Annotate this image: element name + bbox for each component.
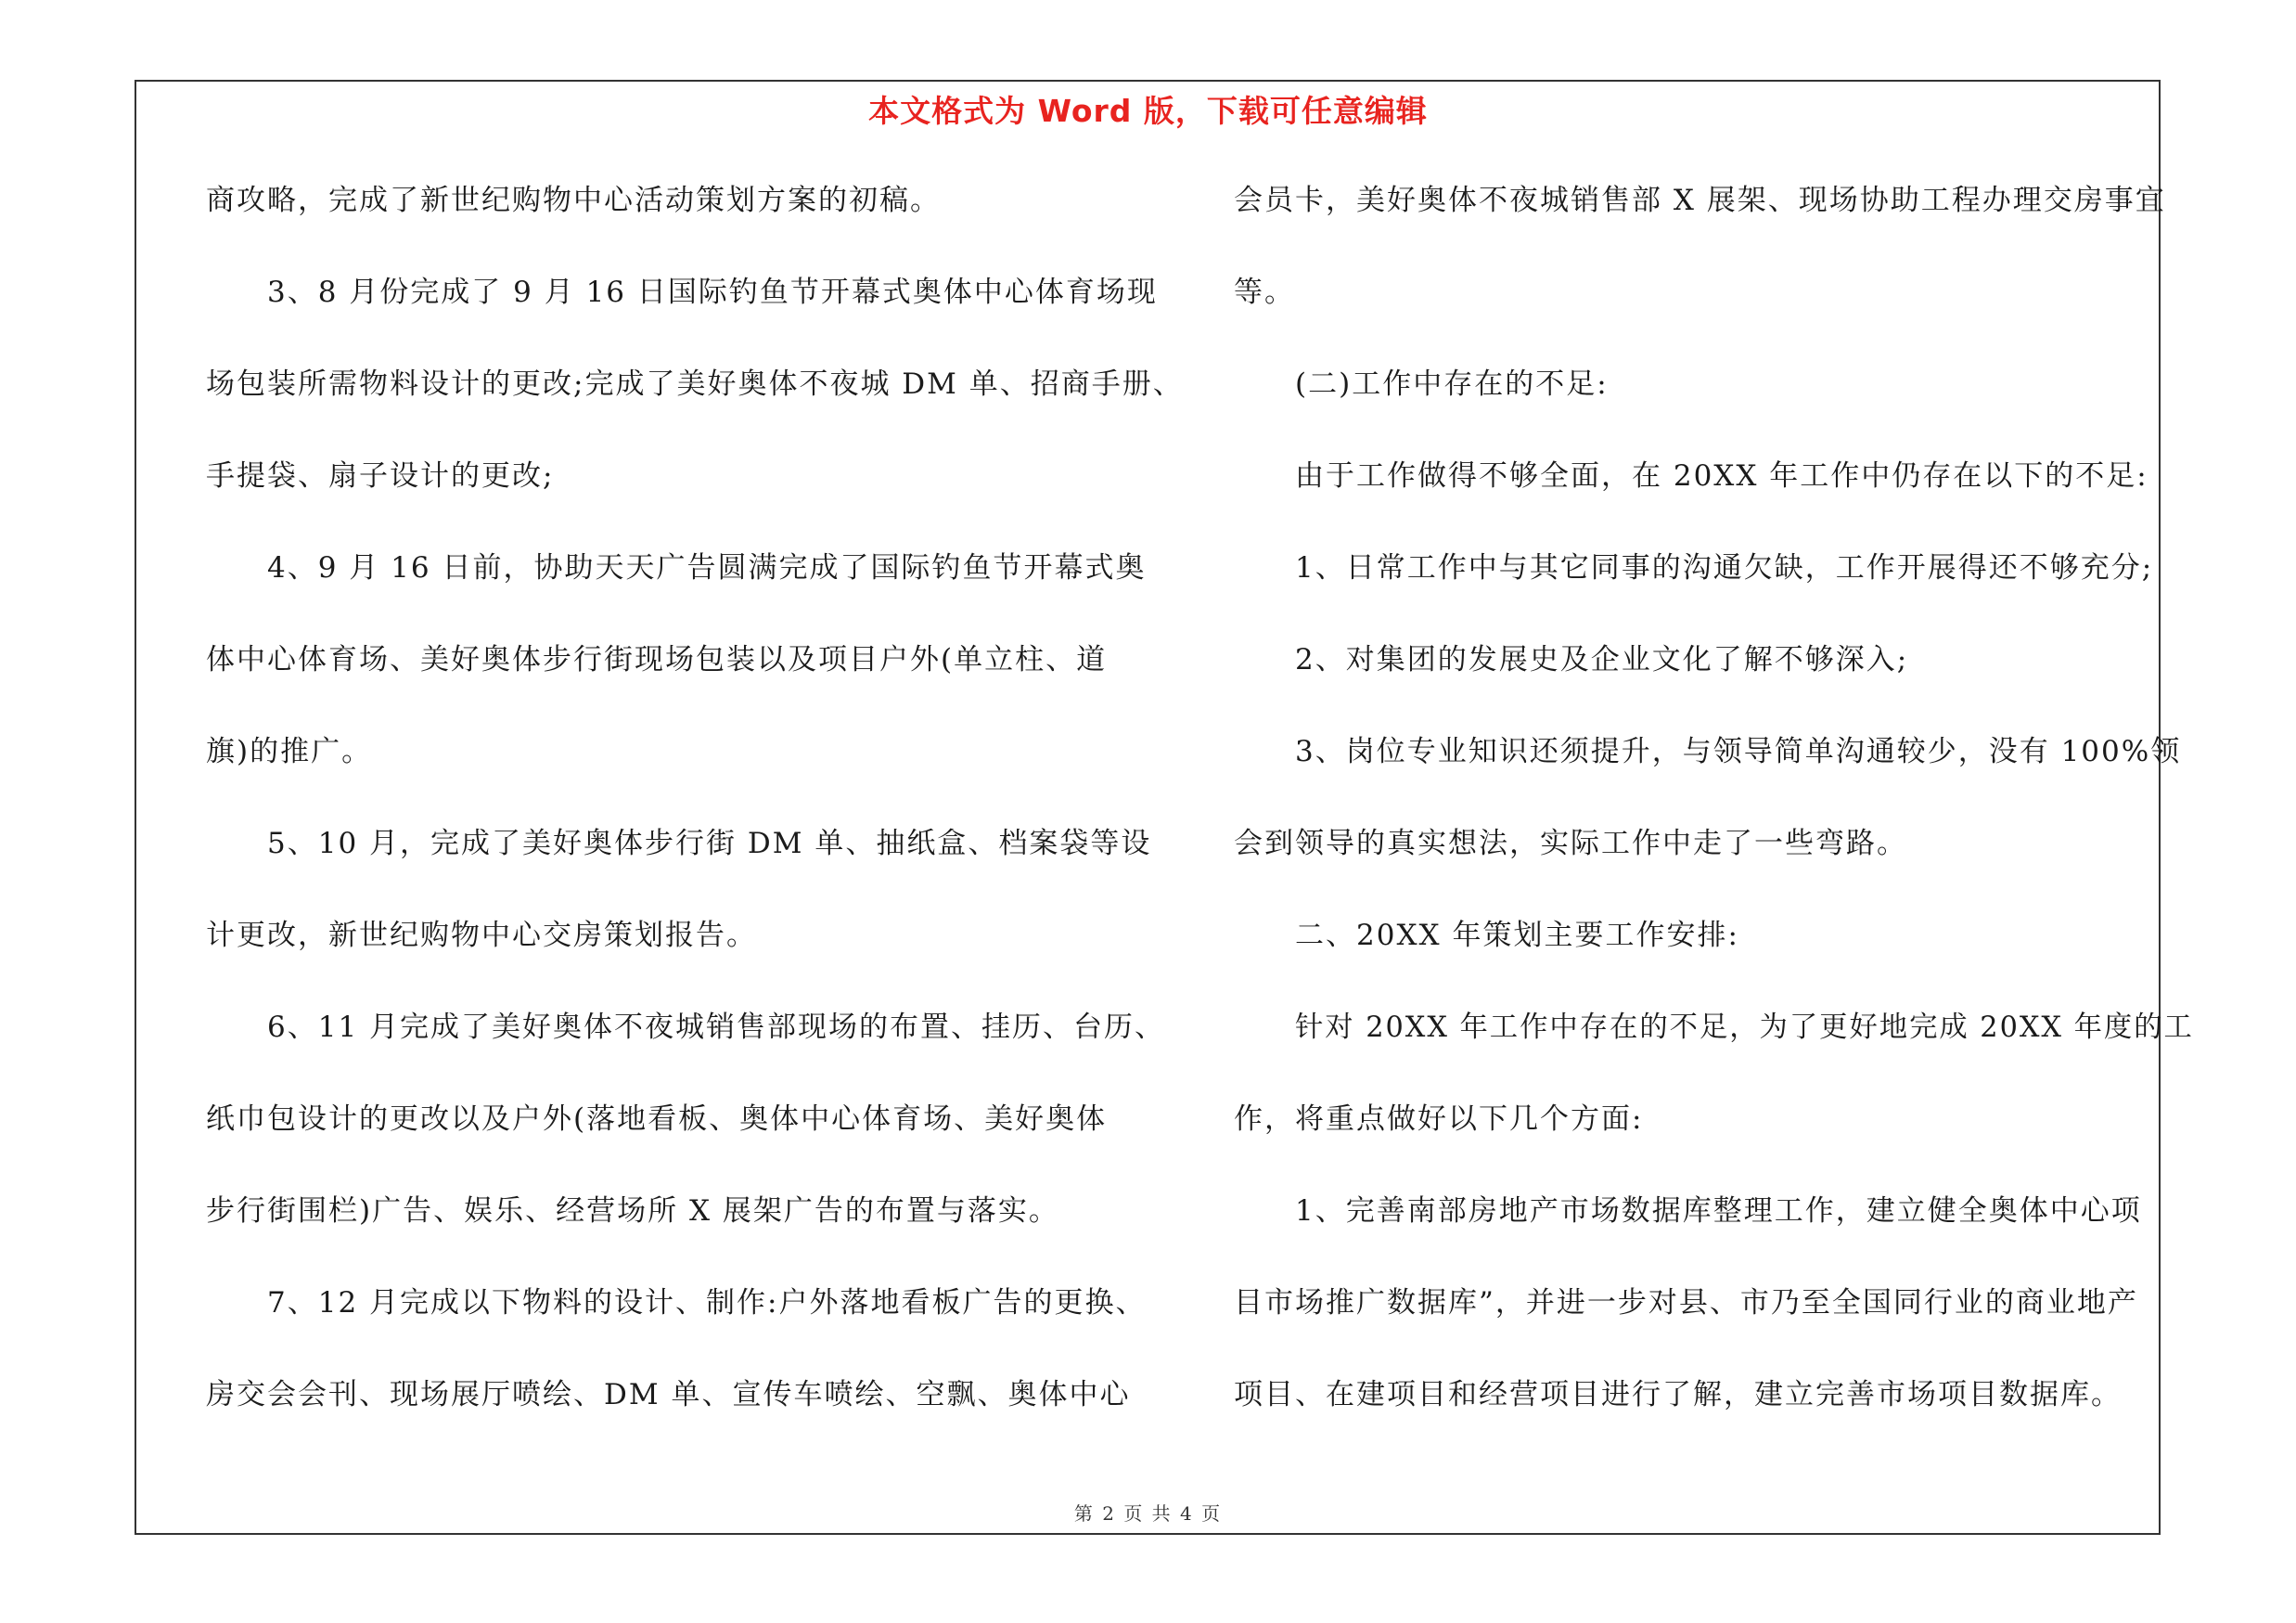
text-line: 4、9 月 16 日前，协助天天广告圆满完成了国际钓鱼节开幕式奥 bbox=[267, 551, 1147, 585]
text-line: 针对 20XX 年工作中存在的不足，为了更好地完成 20XX 年度的工 bbox=[1295, 1011, 2194, 1044]
text-line: 场包装所需物料设计的更改;完成了美好奥体不夜城 DM 单、招商手册、 bbox=[206, 367, 1184, 401]
text-line: 计更改，新世纪购物中心交房策划报告。 bbox=[206, 919, 757, 952]
text-line: 3、8 月份完成了 9 月 16 日国际钓鱼节开幕式奥体中心体育场现 bbox=[267, 276, 1158, 309]
text-line: 5、10 月，完成了美好奥体步行街 DM 单、抽纸盒、档案袋等设 bbox=[267, 827, 1152, 860]
text-line: 6、11 月完成了美好奥体不夜城销售部现场的布置、挂历、台历、 bbox=[267, 1011, 1166, 1044]
text-line: 3、岗位专业知识还须提升，与领导简单沟通较少，没有 100%领 bbox=[1295, 735, 2182, 768]
text-line: 二、20XX 年策划主要工作安排: bbox=[1295, 919, 1739, 952]
text-line: 步行街围栏)广告、娱乐、经营场所 X 展架广告的布置与落实。 bbox=[206, 1194, 1059, 1228]
text-line: 会员卡，美好奥体不夜城销售部 X 展架、现场协助工程办理交房事宜 bbox=[1234, 184, 2166, 217]
page-number: 第 2 页 共 4 页 bbox=[1073, 1502, 1223, 1525]
text-line: 体中心体育场、美好奥体步行街现场包装以及项目户外(单立柱、道 bbox=[206, 643, 1108, 676]
text-line: 1、完善南部房地产市场数据库整理工作，建立健全奥体中心项 bbox=[1295, 1194, 2142, 1228]
format-notice-banner: 本文格式为 Word 版，下载可任意编辑 bbox=[868, 93, 1428, 129]
text-line: 旗)的推广。 bbox=[206, 735, 373, 768]
text-line: 由于工作做得不够全面，在 20XX 年工作中仍存在以下的不足: bbox=[1295, 459, 2148, 493]
text-line: 项目、在建项目和经营项目进行了解，建立完善市场项目数据库。 bbox=[1234, 1378, 2122, 1411]
text-line: 2、对集团的发展史及企业文化了解不够深入; bbox=[1295, 643, 1909, 676]
text-line: 纸巾包设计的更改以及户外(落地看板、奥体中心体育场、美好奥体 bbox=[206, 1102, 1108, 1136]
text-line: 商攻略，完成了新世纪购物中心活动策划方案的初稿。 bbox=[206, 184, 941, 217]
text-line: 目市场推广数据库”，并进一步对县、市乃至全国同行业的商业地产 bbox=[1234, 1286, 2138, 1320]
text-line: 等。 bbox=[1234, 276, 1295, 309]
text-line: 7、12 月完成以下物料的设计、制作:户外落地看板广告的更换、 bbox=[267, 1286, 1147, 1320]
text-line: (二)工作中存在的不足: bbox=[1295, 367, 1609, 401]
text-line: 1、日常工作中与其它同事的沟通欠缺，工作开展得还不够充分; bbox=[1295, 551, 2154, 585]
text-line: 作，将重点做好以下几个方面: bbox=[1234, 1102, 1644, 1136]
text-line: 会到领导的真实想法，实际工作中走了一些弯路。 bbox=[1234, 827, 1907, 860]
text-line: 手提袋、扇子设计的更改; bbox=[206, 459, 555, 493]
text-line: 房交会会刊、现场展厅喷绘、DM 单、宣传车喷绘、空飘、奥体中心 bbox=[206, 1378, 1131, 1411]
